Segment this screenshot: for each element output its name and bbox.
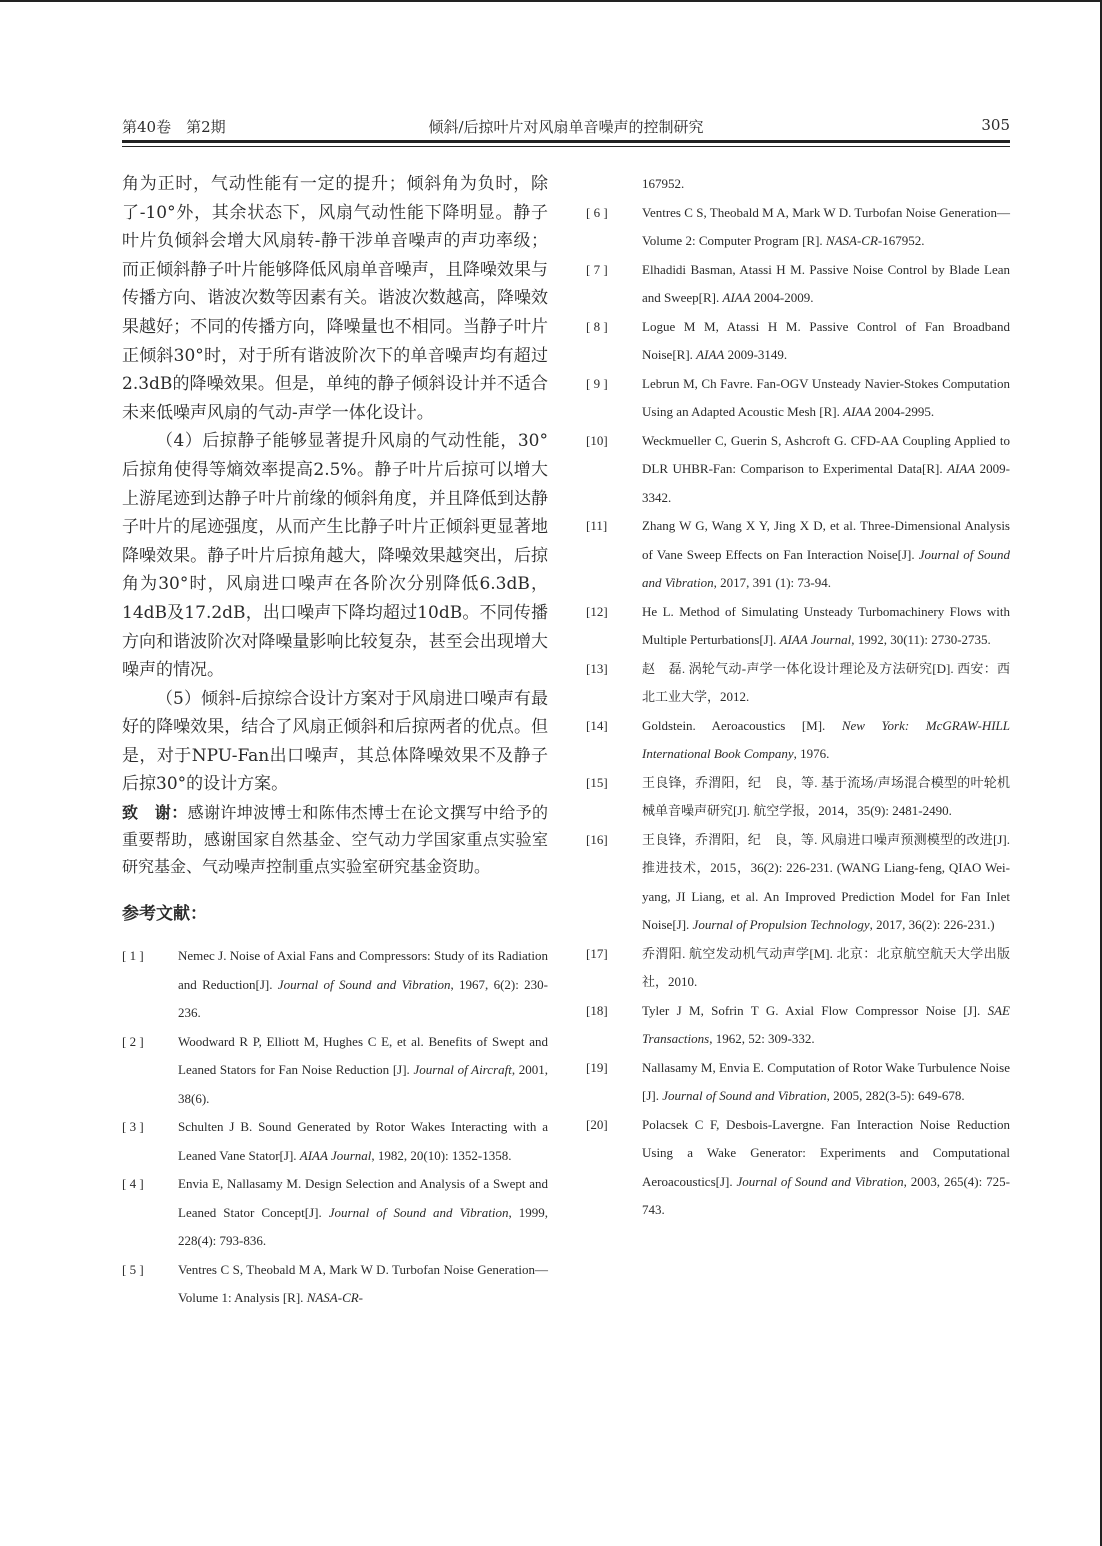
reference-details: , 2001, 38(6).	[178, 1062, 549, 1106]
reference-number: [ 1 ]	[122, 948, 144, 964]
reference-10	[586, 427, 1010, 513]
reference-source: AIAA	[722, 290, 751, 305]
reference-details: , 1982, 20(10): 1352-1358.	[371, 1147, 512, 1163]
header-rule-thin	[122, 146, 1010, 147]
reference-18	[586, 997, 1010, 1054]
body-paragraph-2: （4）后掠静子能够显著提升风扇的气动性能，30°后掠角使得等熵效率提高2.5%。静子叶片后掠可以增大上游尾迹到达静子叶片前缘的倾斜角度，并且降低到达静子叶片的尾迹强度，从而产生比静子叶片正倾斜更显著地降噪效果。静子叶片后掠角越大，降噪效果越突出，后掠角为30°时，风扇进口噪声在各阶次分别降低6.3dB，14dB及17.2dB，出口噪声下降均超过10dB。不同传播方向和谐波阶次对降噪量影响比较复杂，甚至会出现增大噪声的情况。	[122, 431, 548, 681]
header-rule-thick	[122, 140, 1010, 143]
left-column	[122, 170, 548, 1313]
reference-number: [ 2 ]	[122, 1033, 144, 1049]
body-paragraph-1: 角为正时，气动性能有一定的提升；倾斜角为负时，除了-10°外，其余状态下，风扇气动性能下降明显。静子叶片负倾斜会增大风扇转-静干涉单音噪声的声功率级；而正倾斜静子叶片能够降低风扇单音噪声，且降噪效果与传播方向、谐波次数等因素有关。谐波次数越高，降噪效果越好；不同的传播方向，降噪量也不相同。当静子叶片正倾斜30°时，对于所有谐波阶次下的单音噪声均有超过2.3dB的降噪效果。但是，单纯的静子倾斜设计并不适合未来低噪声风扇的气动-声学一体化设计。	[122, 174, 548, 423]
reference-text: 王良锋，乔渭阳，纪 良，等. 基于流场/声场混合模型的叶轮机械单音噪声研究[J]. 航空学报，2014，35(9): 2481-2490.	[642, 774, 1010, 818]
reference-1	[122, 942, 548, 1028]
reference-source: Journal of Sound and Vibration	[277, 976, 451, 992]
reference-details: , 1967, 6(2): 230-236.	[178, 976, 548, 1021]
reference-source: Journal of Sound and Vibration	[736, 1173, 904, 1189]
reference-text: Envia E, Nallasamy M. Design Selection and Analysis of a Swept and Leaned Stator Concept[J].	[178, 1176, 548, 1220]
reference-text: Ventres C S, Theobald M A, Mark W D. Turbofan Noise Generation—Volume 1: Analysis [R].	[178, 1261, 548, 1306]
reference-5-continued: 167952.	[642, 176, 685, 191]
reference-number: [ 8 ]	[586, 318, 608, 334]
reference-details: -167952.	[877, 233, 925, 248]
reference-text: Elhadidi Basman, Atassi H M. Passive Noise Control by Blade Lean and Sweep[R].	[642, 261, 1010, 305]
reference-text: Schulten J B. Sound Generated by Rotor Wakes Interacting with a Leaned Vane Stator[J].	[178, 1119, 548, 1163]
page-number: 305	[981, 116, 1010, 134]
acknowledgement-label: 致 谢：	[122, 803, 188, 823]
reference-number: [15]	[586, 774, 608, 790]
reference-source: New York: McGRAW-HILL International Book Company	[642, 717, 1010, 761]
reference-number: [18]	[586, 1002, 608, 1018]
reference-16	[586, 826, 1010, 940]
reference-source: AIAA Journal	[779, 632, 852, 647]
reference-text: Woodward R P, Elliott M, Hughes C E, et al. Benefits of Swept and Leaned Stators for Fan Noise Reduction [J].	[178, 1033, 548, 1078]
reference-text: Tyler J M, Sofrin T G. Axial Flow Compressor Noise [J].	[642, 1002, 988, 1018]
reference-17	[586, 940, 1010, 997]
reference-number: [20]	[586, 1116, 608, 1132]
running-header	[122, 116, 1010, 138]
reference-number: [10]	[586, 432, 608, 448]
reference-source: AIAA	[947, 461, 976, 476]
reference-text: Weckmueller C, Guerin S, Ashcroft G. CFD-AA Coupling Applied to DLR UHBR-Fan: Comparison to Experimental Data[R].	[642, 432, 1010, 476]
reference-text: Goldstein. Aeroacoustics [M].	[642, 717, 842, 733]
reference-details: 2009-3342.	[642, 461, 1010, 505]
reference-number: [ 7 ]	[586, 261, 608, 277]
reference-number: [ 5 ]	[122, 1261, 144, 1277]
reference-6	[586, 199, 1010, 256]
reference-15	[586, 769, 1010, 826]
reference-text: Lebrun M, Ch Favre. Fan-OGV Unsteady Navier-Stokes Computation Using an Adapted Acoustic Mesh [R].	[642, 375, 1010, 419]
reference-number: [17]	[586, 945, 608, 961]
reference-details: , 2005, 282(3-5): 649-678.	[826, 1088, 965, 1103]
reference-9	[586, 370, 1010, 427]
reference-details: 2009-3149.	[724, 347, 788, 362]
reference-number: [ 6 ]	[586, 204, 608, 220]
reference-details: , 1962, 52: 309-332.	[709, 1031, 815, 1046]
reference-source: NASA-CR-	[306, 1290, 364, 1306]
reference-19	[586, 1054, 1010, 1111]
reference-text: Ventres C S, Theobald M A, Mark W D. Turbofan Noise Generation—Volume 2: Computer Program [R].	[642, 204, 1010, 248]
reference-source: NASA-CR	[825, 233, 878, 248]
reference-details: , 2003, 265(4): 725-743.	[642, 1173, 1010, 1217]
reference-details: 2004-2995.	[871, 404, 935, 419]
acknowledgement-text: 感谢许坤波博士和陈伟杰博士在论文撰写中给予的重要帮助，感谢国家自然基金、空气动力学国家重点实验室研究基金、气动噪声控制重点实验室研究基金资助。	[122, 803, 548, 877]
reference-number: [ 9 ]	[586, 375, 608, 391]
reference-11	[586, 512, 1010, 598]
reference-8	[586, 313, 1010, 370]
reference-details: , 1992, 30(11): 2730-2735.	[851, 632, 991, 647]
reference-text: Nemec J. Noise of Axial Fans and Compressors: Study of its Radiation and Reduction[J].	[178, 948, 548, 992]
reference-number: [19]	[586, 1059, 608, 1075]
reference-text: 赵 磊. 涡轮气动-声学一体化设计理论及方法研究[D]. 西安：西北工业大学，2012.	[642, 660, 1010, 704]
reference-source: Journal of Aircraft	[413, 1062, 512, 1078]
reference-13	[586, 655, 1010, 712]
reference-text: Polacsek C F, Desbois-Lavergne. Fan Interaction Noise Reduction Using a Wake Generator: Experiments and Computational Aeroacoustics[J].	[642, 1116, 1010, 1189]
reference-details: , 2017, 391 (1): 73-94.	[713, 575, 831, 590]
reference-source: Journal of Propulsion Technology	[692, 917, 870, 932]
running-title: 倾斜/后掠叶片对风扇单音噪声的控制研究	[428, 118, 704, 136]
reference-source: Journal of Sound and Vibration	[642, 546, 1010, 590]
reference-14	[586, 712, 1010, 769]
reference-7	[586, 256, 1010, 313]
reference-text: Nallasamy M, Envia E. Computation of Rotor Wake Turbulence Noise [J].	[642, 1059, 1010, 1103]
reference-source: Journal of Sound and Vibration	[328, 1204, 509, 1220]
body-paragraph-3: （5）倾斜-后掠综合设计方案对于风扇进口噪声有最好的降噪效果，结合了风扇正倾斜和后掠两者的优点。但是，对于NPU-Fan出口噪声，其总体降噪效果不及静子后掠30°的设计方案。	[122, 688, 548, 795]
right-column	[586, 170, 1010, 1225]
page-border-top	[0, 0, 1102, 2]
reference-text: Logue M M, Atassi H M. Passive Control of Fan Broadband Noise[R].	[642, 318, 1010, 362]
reference-number: [ 3 ]	[122, 1119, 144, 1135]
reference-details: 2004-2009.	[750, 290, 814, 305]
reference-12	[586, 598, 1010, 655]
volume-issue: 第40卷 第2期	[122, 118, 226, 136]
reference-number: [11]	[586, 518, 608, 533]
reference-text: Zhang W G, Wang X Y, Jing X D, et al. Three-Dimensional Analysis of Vane Sweep Effects on Fan Interaction Noise[J].	[642, 518, 1010, 562]
reference-number: [16]	[586, 831, 608, 847]
references-heading: 参考文献：	[122, 904, 207, 925]
reference-details: , 2017, 36(2): 226-231.)	[869, 917, 995, 932]
reference-5	[122, 1256, 548, 1313]
reference-4	[122, 1170, 548, 1256]
reference-text: He L. Method of Simulating Unsteady Turbomachinery Flows with Multiple Perturbations[J].	[642, 603, 1010, 647]
reference-source: AIAA	[696, 347, 725, 362]
reference-source: SAE Transactions	[642, 1002, 1010, 1046]
reference-text: 王良锋，乔渭阳，纪 良，等. 风扇进口噪声预测模型的改进[J]. 推进技术，2015，36(2): 226-231. (WANG Liang-feng, QIAO Wei-yang, JI Liang, et al. An Improved Prediction Model for Fan Inlet Noise[J].	[642, 831, 1010, 932]
reference-source: AIAA Journal	[299, 1147, 372, 1163]
acknowledgement	[122, 799, 548, 880]
reference-number: [14]	[586, 717, 608, 733]
reference-source: AIAA	[843, 404, 872, 419]
reference-details: , 1999, 228(4): 793-836.	[178, 1204, 549, 1249]
reference-3	[122, 1113, 548, 1170]
reference-number: [ 4 ]	[122, 1176, 144, 1192]
reference-details: , 1976.	[793, 746, 830, 761]
reference-number: [13]	[586, 660, 608, 676]
reference-number: [12]	[586, 603, 608, 619]
reference-text: 乔渭阳. 航空发动机气动声学[M]. 北京：北京航空航天大学出版社，2010.	[642, 945, 1010, 989]
reference-20	[586, 1111, 1010, 1225]
reference-source: Journal of Sound and Vibration	[662, 1088, 827, 1103]
reference-2	[122, 1028, 548, 1114]
